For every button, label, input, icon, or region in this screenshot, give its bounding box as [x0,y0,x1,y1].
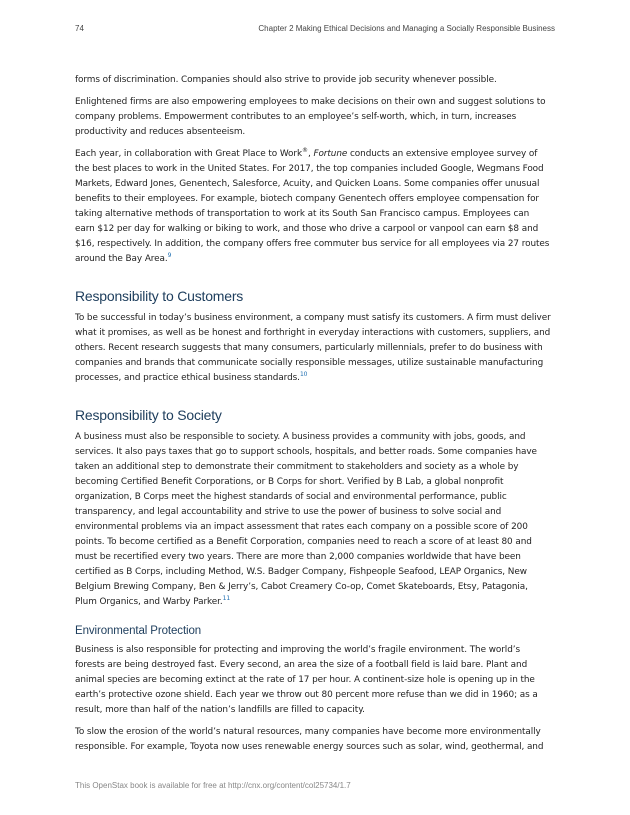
footnote-link-11[interactable]: 11 [222,595,231,603]
fortune-title: Fortune [313,149,348,159]
paragraph-discrimination: forms of discrimination. Companies should also strive to provide job security whenever possible. [75,75,497,85]
paragraph-customers [75,311,551,386]
paragraph-great-place-to-work [75,147,551,267]
chapter-title: Chapter 2 Making Ethical Decisions and Managing a Socially Responsible Business [258,24,555,33]
paragraph-erosion: To slow the erosion of the world’s natural resources, many companies have become more environmentally responsible. For example, Toyota now uses renewable energy sources such as solar, wind, geothermal, and [75,727,544,752]
heading-responsibility-to-society: Responsibility to Society [75,407,222,423]
registered-mark: ® [302,147,308,155]
page-content [75,73,551,762]
page-number: 74 [75,24,84,33]
paragraph-text: Each year, in collaboration with Great Place to Work [75,149,303,159]
paragraph-text: To be successful in today’s business environment, a company must satisfy its customers. A firm must deliver what it promises, as well as be honest and forthright in everyday interactions with customers, suppliers, and others. Recent research suggests that many consumers, particularly millennials, prefer to do business with companies and brands that communicate socially responsible messages, utilize sustainable manufacturing processes, and practice ethical business standards. [75,313,551,383]
page-header [75,24,555,38]
paragraph-text: , [307,149,314,159]
paragraph-empowerment: Enlightened firms are also empowering employees to make decisions on their own and suggest solutions to company problems. Empowerment contributes to an employee’s self-worth, which, in turn, increases productivity and reduces absenteeism. [75,97,546,137]
page-footer: This OpenStax book is available for free at http://cnx.org/content/col25734/1.7 [75,781,351,790]
footnote-link-10[interactable]: 10 [299,371,308,379]
paragraph-text: A business must also be responsible to society. A business provides a community with jobs, goods, and services. It also pays taxes that go to support schools, hospitals, and better roads. Some companies have taken an additional step to demonstrate their commitment to stakeholders and society as a whole by becoming Certified Benefit Corporations, or B Corps for short. Verified by B Lab, a global nonprofit organization, B Corps meet the highest standards of social and environmental performance, public transparency, and legal accountability and strive to use the power of business to solve social and environmental problems via an impact assessment that rates each company on a possible score of 200 points. To become certified as a Benefit Corporation, companies need to reach a score of at least 80 and must be recertified every two years. There are more than 2,000 companies worldwide that have been certified as B Corps, including Method, W.S. Badger Company, Fishpeople Seafood, LEAP Organics, New Belgium Brewing Company, Ben & Jerry’s, Cabot Creamery Co-op, Comet Skateboards, Etsy, Patagonia, Plum Organics, and Warby Parker. [75,432,537,607]
heading-responsibility-to-customers: Responsibility to Customers [75,288,244,304]
paragraph-society [75,430,551,610]
heading-environmental-protection: Environmental Protection [75,625,202,637]
footnote-link-9[interactable]: 9 [167,252,172,260]
paragraph-environment: Business is also responsible for protecting and improving the world’s fragile environment. The world’s forests are being destroyed fast. Every second, an area the size of a football field is laid bare. Plant and animal species are becoming extinct at the rate of 17 per hour. A continent-size hole is opening up in the earth’s protective ozone shield. Each year we throw out 80 percent more refuse than we did in 1960; as a result, more than half of the nation’s landfills are filled to capacity. [75,645,538,715]
paragraph-text: conducts an extensive employee survey of the best places to work in the United States. For 2017, the top companies included Google, Wegmans Food Markets, Edward Jones, Genentech, Salesforce, Acuity, and Quicken Loans. Some companies offer unusual benefits to their employees. For example, biotech company Genentech offers employee compensation for taking alternative methods of transportation to work at its South San Francisco campus. Employees can earn $12 per day for walking or biking to work, and those who drive a carpool or vanpool can earn $8 and $16, respectively. In addition, the company offers free commuter bus service for all employees via 27 routes around the Bay Area. [75,149,550,264]
